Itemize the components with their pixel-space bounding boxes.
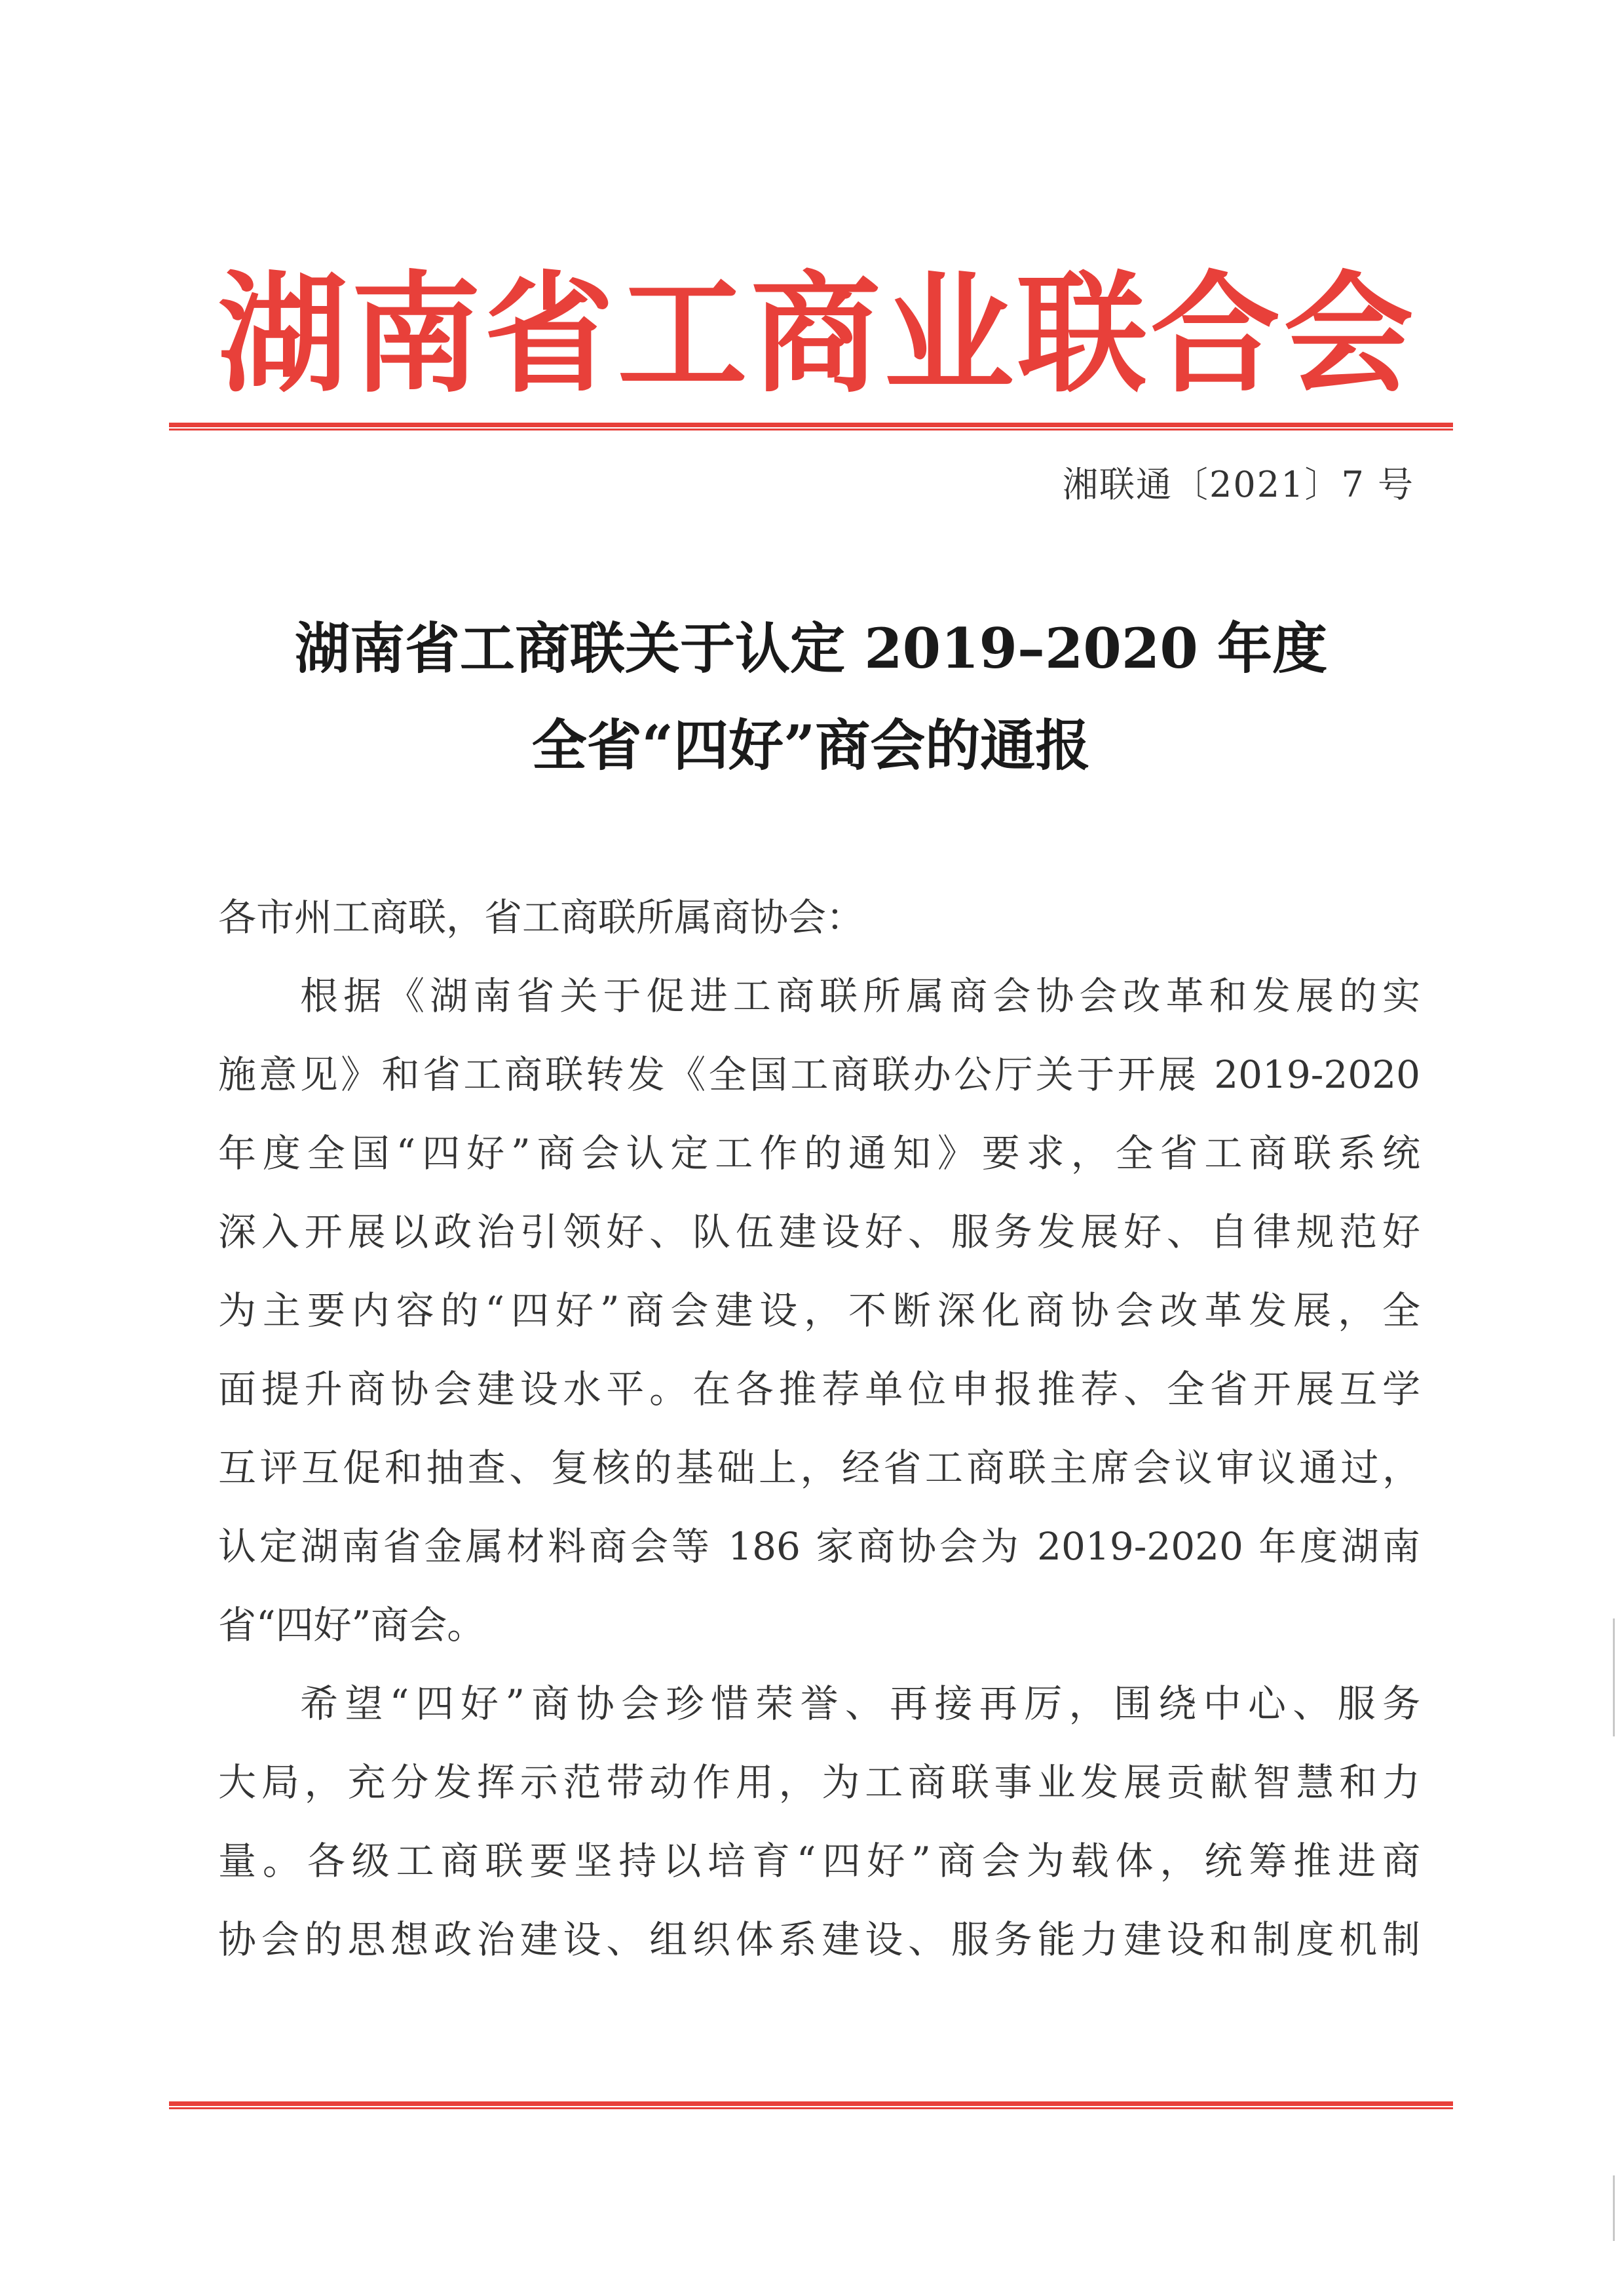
masthead-char: 省 xyxy=(484,258,614,410)
paragraph-line: 希望“四好”商协会珍惜荣誉、再接再厉，围绕中心、服务 xyxy=(300,1681,1420,1726)
footer-divider xyxy=(169,2101,1453,2109)
paragraph-line: 面提升商协会建设水平。在各推荐单位申报推荐、全省开展互学 xyxy=(218,1367,1420,1411)
masthead-char: 湖 xyxy=(217,258,348,410)
masthead-char: 合 xyxy=(1150,258,1281,410)
paragraph-line: 协会的思想政治建设、组织体系建设、服务能力建设和制度机制 xyxy=(218,1917,1420,1962)
masthead-char: 业 xyxy=(884,258,1014,410)
masthead-char: 南 xyxy=(350,258,481,410)
paragraph-line: 认定湖南省金属材料商会等 186 家商协会为 2019-2020 年度湖南 xyxy=(218,1524,1420,1569)
masthead-title xyxy=(216,249,1415,419)
masthead-char: 工 xyxy=(617,258,747,410)
scan-artifact xyxy=(1613,2175,1615,2241)
scan-artifact xyxy=(1613,1618,1615,1736)
salutation: 各市州工商联，省工商联所属商协会： xyxy=(218,895,865,940)
masthead-char: 联 xyxy=(1017,258,1147,410)
masthead-char: 会 xyxy=(1283,258,1414,410)
paragraph-line: 施意见》和省工商联转发《全国工商联办公厅关于开展 2019-2020 xyxy=(218,1052,1420,1097)
document-number: 湘联通〔2021〕7 号 xyxy=(1063,464,1414,505)
masthead-char: 商 xyxy=(751,258,880,410)
paragraph-line: 省“四好”商会。 xyxy=(218,1603,485,1647)
paragraph-line: 大局，充分发挥示范带动作用，为工商联事业发展贡献智慧和力 xyxy=(218,1760,1420,1805)
paragraph-line: 深入开展以政治引领好、队伍建设好、服务发展好、自律规范好 xyxy=(218,1210,1420,1254)
document-title-line-1: 湖南省工商联关于认定 2019–2020 年度 xyxy=(294,616,1328,681)
document-title-line-2: 全省“四好”商会的通报 xyxy=(531,713,1091,778)
paragraph-line: 为主要内容的“四好”商会建设，不断深化商协会改革发展，全 xyxy=(218,1288,1420,1333)
header-divider xyxy=(169,423,1453,430)
paragraph-line: 年度全国“四好”商会认定工作的通知》要求，全省工商联系统 xyxy=(218,1131,1420,1176)
paragraph-line: 量。各级工商联要坚持以培育“四好”商会为载体，统筹推进商 xyxy=(218,1839,1420,1883)
paragraph-line: 根据《湖南省关于促进工商联所属商会协会改革和发展的实 xyxy=(300,974,1420,1018)
paragraph-line: 互评互促和抽查、复核的基础上，经省工商联主席会议审议通过， xyxy=(218,1445,1420,1490)
